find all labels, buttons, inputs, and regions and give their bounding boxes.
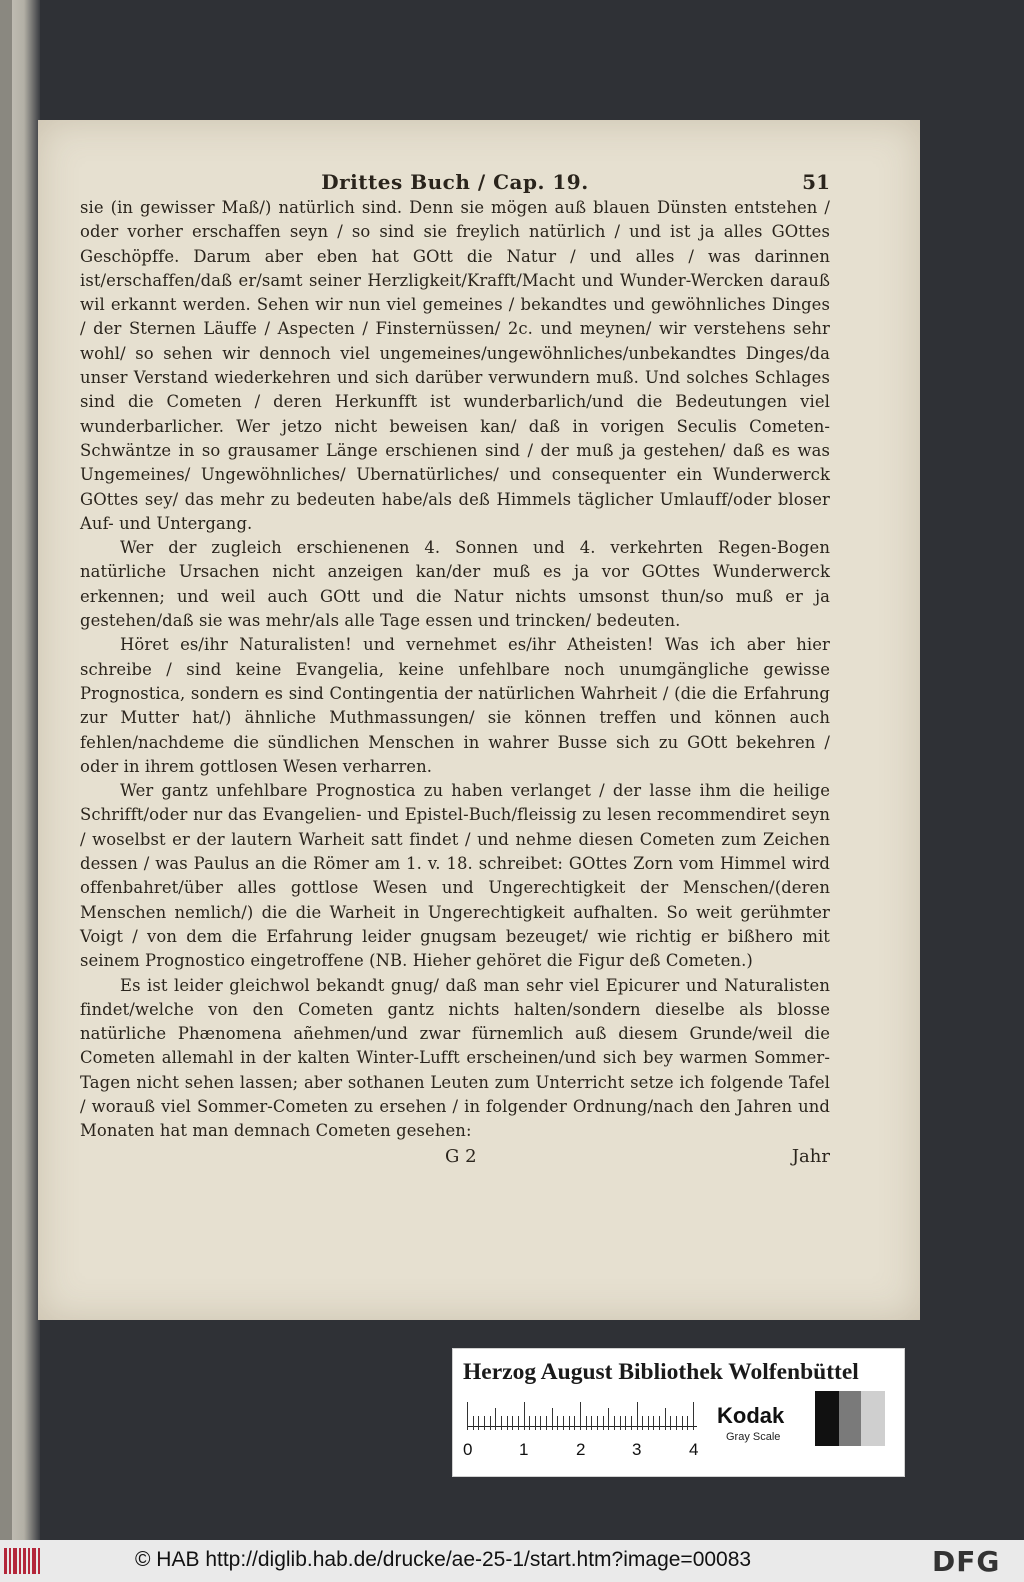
ruler-tick (524, 1402, 525, 1430)
copyright-link[interactable]: © HAB http://diglib.hab.de/drucke/ae-25-1/start.htm?image=00083 (135, 1548, 752, 1571)
ruler-tick (608, 1408, 609, 1430)
ruler-number: 4 (689, 1440, 699, 1459)
paragraph: sie (in gewisser Maß/) natürlich sind. Denn sie mögen auß blauen Dünsten entstehen / oder vorher erschaffen seyn / so sind sie freylich natürlich / und ist ja alles GOttes Geschöpffe. Darum aber eben hat GOtt die Natur / und alles / was darinnen ist/erschaffen/daß er/samt seiner Herzligkeit/Krafft/Macht und Wunder-Wercken darauß wil erkannt werden. Sehen wir nun viel gemeines / bekandtes und gewöhnliches Dinges / der Sternen Läuffe / Aspecten / Finsternüssen/ 2c. und meynen/ wir verstehens sehr wohl/ so sehen wir dennoch viel ungemeines/ungewöhnliches/unbekandtes Dinges/da unser Verstand wiederkehren und sich darüber verwundern muß. Und solches Schlages sind die Cometen / deren Herkunfft ist wunderbarlich/und die Bedeutungen viel wunderbarlicher. Wer jetzo nicht beweisen kan/ daß in vorigen Seculis Cometen-Schwäntze in so grausamer Länge erschienen sind / der muß ja gestehen/ daß es was Ungemeines/ Ungewöhnliches/ Ubernatürliches/ und consequenter ein Wunderwerck GOttes sey/ das mehr zu bedeuten habe/als deß Himmels täglicher Umlauff/oder bloser Auf- und Untergang. (80, 198, 830, 533)
ruler-tick (501, 1416, 502, 1430)
ruler-tick (625, 1416, 626, 1430)
ruler-tick (529, 1416, 530, 1430)
paragraph: Es ist leider gleichwol bekandt gnug/ daß man sehr viel Epicurer und Naturalisten findet/welche von den Cometen gantz nichts halten/sondern dieselbe als blosse natürliche Phænomena añehmen/und zwar fürnemlich auß diesem Grunde/weil die Cometen allemahl in der kalten Winter-Lufft erscheinen/und sich bey warmen Sommer-Tagen nicht sehen lassen; aber sothanen Leuten zum Unterricht setze ich folgende Tafel / worauß viel Sommer-Cometen zu ersehen / in folgender Ordnung/nach den Jahren und Monaten hat man demnach Cometen gesehen: (80, 975, 830, 1141)
ruler-tick (546, 1416, 547, 1430)
page-text-block (80, 170, 830, 1167)
gray-scale-label: Gray Scale (726, 1431, 781, 1443)
ruler-number: 3 (632, 1440, 642, 1459)
ruler-tick (603, 1416, 604, 1430)
ruler-tick (535, 1416, 536, 1430)
signature-mark: G 2 (445, 1145, 477, 1167)
ruler-tick (676, 1416, 677, 1430)
ruler-tick (620, 1416, 621, 1430)
ruler-tick (518, 1416, 519, 1430)
ruler-tick (670, 1416, 671, 1430)
ruler-tick (540, 1416, 541, 1430)
ruler-tick (682, 1416, 683, 1430)
ruler-tick (693, 1402, 694, 1430)
running-head: Drittes Buch / Cap. 19. (321, 170, 589, 194)
ruler-tick (467, 1402, 468, 1430)
ruler-tick (586, 1416, 587, 1430)
gray-swatch-mid (839, 1391, 861, 1446)
ruler-tick (512, 1416, 513, 1430)
gray-swatch-light (861, 1391, 885, 1446)
ruler-tick (642, 1416, 643, 1430)
ruler-tick (614, 1416, 615, 1430)
ruler-tick (580, 1402, 581, 1430)
ruler-tick (507, 1416, 508, 1430)
paragraph: Wer gantz unfehlbare Prognostica zu haben verlanget / der lasse ihm die heilige Schrifft/oder nur das Evangelien- und Epistel-Buch/fleissig zu lesen recommendiret seyn / woselbst er der lautern Warheit satt findet / und nehme diesen Cometen zum Zeichen dessen / was Paulus an die Römer am 1. v. 18. schreibet: GOttes Zorn vom Himmel wird offenbahret/über alles gottlose Wesen und Ungerechtigkeit der Menschen/(deren Menschen nemlich/) die die Warheit in Ungerechtigkeit aufhalten. So weit gerühmter Voigt / von dem die Erfahrung leider gnugsam bezeuget/ wie richtig er bißhero mit seinem Prognostico eingetroffene (NB. Hieher gehöret die Figur deß Cometen.) (80, 781, 830, 971)
dfg-logo: DFG (932, 1545, 1001, 1578)
ruler-tick (631, 1416, 632, 1430)
ruler-tick (574, 1416, 575, 1430)
ruler-number: 2 (576, 1440, 586, 1459)
ruler-tick (597, 1416, 598, 1430)
ruler-tick (648, 1416, 649, 1430)
ruler-tick (473, 1416, 474, 1430)
body-text (80, 196, 830, 1144)
ruler-tick (687, 1416, 688, 1430)
ruler-tick (665, 1408, 666, 1430)
ruler-tick (659, 1416, 660, 1430)
ruler-tick (495, 1408, 496, 1430)
page-header (80, 170, 830, 194)
ruler-tick (490, 1416, 491, 1430)
ruler (463, 1404, 699, 1469)
kodak-logo: Kodak (717, 1403, 785, 1428)
viewer-footer (0, 1540, 1024, 1582)
catchword: Jahr (791, 1145, 830, 1167)
ruler-tick (563, 1416, 564, 1430)
ruler-tick (637, 1402, 638, 1430)
book-edge-shadow (0, 0, 12, 1540)
ruler-tick (569, 1416, 570, 1430)
library-name: Herzog August Bibliothek Wolfenbüttel (463, 1359, 859, 1385)
ruler-tick (552, 1408, 553, 1430)
paragraph: Höret es/ihr Naturalisten! und vernehmet es/ihr Atheisten! Was ich aber hier schreibe / sind keine Evangelia, keine unfehlbare noch unumgängliche gewisse Prognostica, sondern es sind Contingentia der natürlichen Wahrheit / (die die Erfahrung zur Mutter hat/) ähnliche Muthmassungen/ sie können treffen und können auch fehlen/nachdeme die sündlichen Menschen in wahrer Busse sich zu GOtt bekehren / oder in ihrem gottlosen Wesen verharren. (80, 635, 830, 776)
color-calibration-card (452, 1348, 905, 1477)
hab-logo-icon (4, 1548, 48, 1574)
ruler-tick (653, 1416, 654, 1430)
page-footer (80, 1146, 830, 1167)
ruler-tick (591, 1416, 592, 1430)
ruler-tick (484, 1416, 485, 1430)
ruler-tick (478, 1416, 479, 1430)
ruler-tick (557, 1416, 558, 1430)
ruler-number: 0 (463, 1440, 473, 1459)
paragraph: Wer der zugleich erschienenen 4. Sonnen und 4. verkehrten Regen-Bogen natürliche Ursachen nicht anzeigen kan/der muß es ja vor GOttes Wunderwerck erkennen; und weil auch GOtt und die Natur nichts umsonst thun/so muß er ja gestehen/daß sie was mehr/als alle Tage essen und trincken/ bedeuten. (80, 538, 830, 631)
ruler-number: 1 (519, 1440, 529, 1459)
page-number: 51 (802, 170, 830, 194)
gray-swatch-dark (815, 1391, 839, 1446)
